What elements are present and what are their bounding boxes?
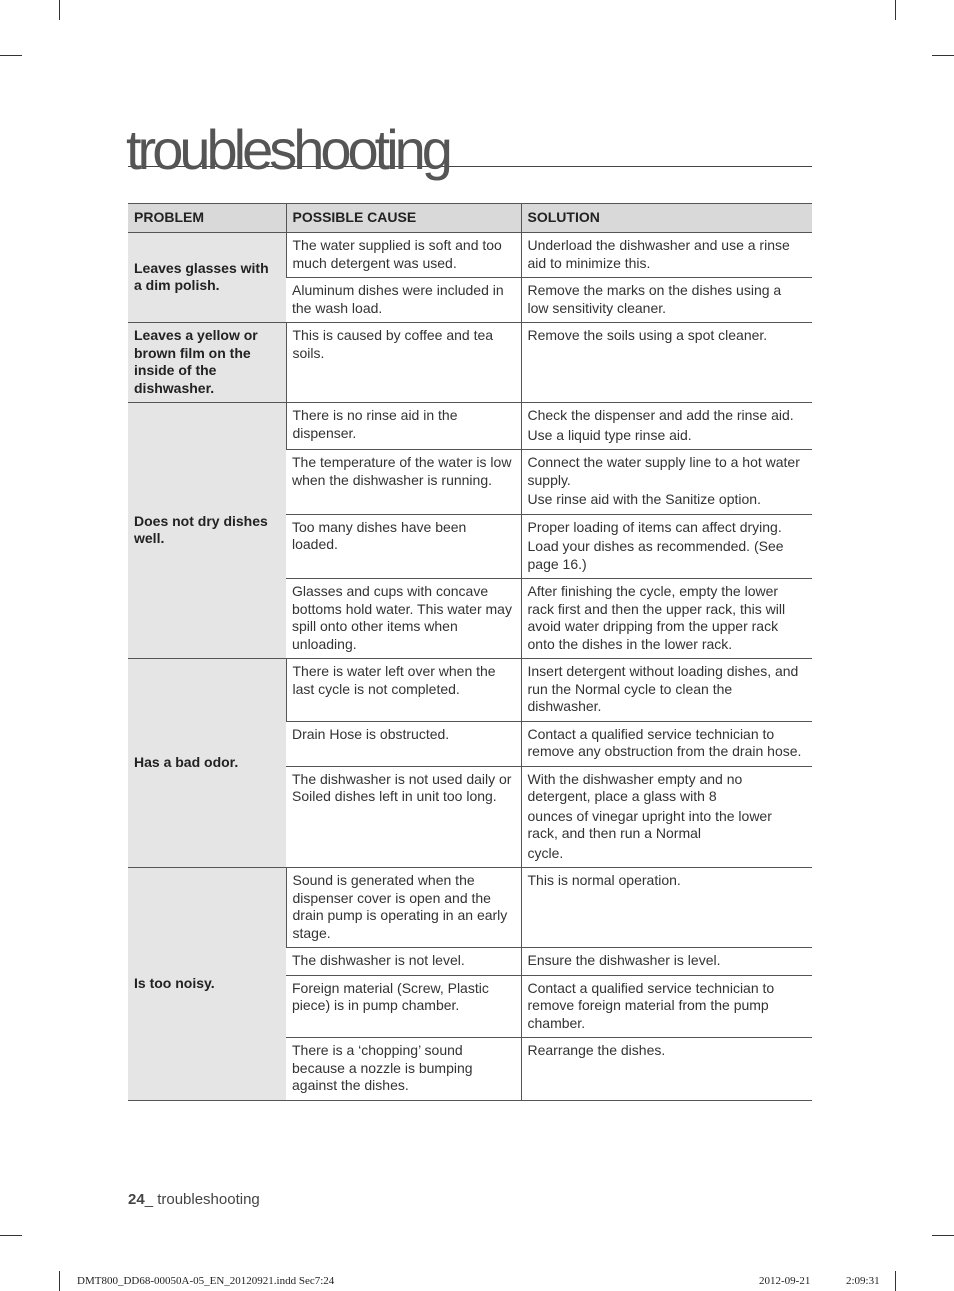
problem-cell: Leaves a yellow or brown film on the inside of the dishwasher. [128,323,286,403]
cause-cell: Too many dishes have been loaded. [286,514,521,579]
solution-line: Insert detergent without loading dishes, and run the Normal cycle to clean the dishwasher. [527,663,799,714]
cause-cell: There is a ‘chopping’ sound because a nozzle is bumping against the dishes. [286,1038,521,1101]
cause-cell: There is water left over when the last cycle is not completed. [286,659,521,722]
crop-mark [0,1235,22,1236]
cause-cell: This is caused by coffee and tea soils. [286,323,521,403]
crop-mark [0,55,22,56]
solution-cell [521,450,812,515]
problem-cell: Leaves glasses with a dim polish. [128,233,286,323]
solution-line: ounces of vinegar upright into the lower rack, and then run a Normal [527,807,772,841]
cause-cell: There is no rinse aid in the dispenser. [286,403,521,450]
problem-cell: Is too noisy. [128,868,286,1101]
crop-mark [59,0,60,20]
crop-mark [895,1271,896,1291]
solution-cell [521,975,812,1038]
cause-cell: Sound is generated when the dispenser cover is open and the drain pump is operating in an early stage. [286,868,521,948]
table-header-row [128,204,812,233]
crop-mark [932,1235,954,1236]
solution-line: Use a liquid type rinse aid. [527,426,692,443]
solution-line: Connect the water supply line to a hot water supply. [527,454,800,488]
page-footer [128,1191,260,1208]
solution-line: Remove the soils using a spot cleaner. [527,327,768,343]
solution-line: Underload the dishwasher and use a rinse aid to minimize this. [527,237,790,271]
print-slug-time: 2:09:31 [846,1275,880,1287]
solution-line: Contact a qualified service technician to remove foreign material from the pump chamber. [527,979,775,1031]
page-number: 24 [128,1191,145,1208]
solution-line: With the dishwasher empty and no detergent, place a glass with 8 [527,770,743,804]
table-row [128,403,812,450]
solution-line: Load your dishes as recommended. (See page 16.) [527,538,784,572]
table-row [128,323,812,403]
header-possible-cause: POSSIBLE CAUSE [286,204,521,233]
solution-cell [521,766,812,868]
solution-line: Use rinse aid with the Sanitize option. [527,491,761,507]
crop-mark [895,0,896,20]
solution-line: Rearrange the dishes. [527,1042,666,1058]
solution-line: Check the dispenser and add the rinse aid. [527,407,794,423]
solution-cell [521,868,812,948]
table-body [128,233,812,1101]
solution-cell [521,403,812,450]
solution-line: Ensure the dishwasher is level. [527,952,721,968]
print-slug-date: 2012-09-21 [759,1275,811,1287]
solution-cell [521,579,812,659]
solution-cell [521,233,812,278]
problem-cell: Does not dry dishes well. [128,403,286,659]
header-problem: PROBLEM [128,204,286,233]
solution-cell [521,278,812,323]
solution-line: Remove the marks on the dishes using a low sensitivity cleaner. [527,282,782,316]
troubleshooting-table [128,203,812,1101]
cause-cell: Glasses and cups with concave bottoms hold water. This water may spill onto other items when unloading. [286,579,521,659]
crop-mark [59,1271,60,1291]
solution-line: Contact a qualified service technician to remove any obstruction from the drain hose. [527,725,802,759]
cause-cell: Foreign material (Screw, Plastic piece) is in pump chamber. [286,975,521,1038]
table-row [128,868,812,948]
footer-section: _ troubleshooting [144,1191,260,1208]
cause-cell: Drain Hose is obstructed. [286,721,521,766]
table-row [128,233,812,278]
header-solution: SOLUTION [521,204,812,233]
table-row [128,659,812,722]
solution-cell [521,1038,812,1101]
solution-line: cycle. [527,844,564,861]
crop-mark [932,55,954,56]
solution-line: This is normal operation. [527,872,681,888]
cause-cell: The temperature of the water is low when the dishwasher is running. [286,450,521,515]
solution-line: Proper loading of items can affect drying. [527,518,782,535]
cause-cell: The dishwasher is not level. [286,948,521,976]
cause-cell: The water supplied is soft and too much detergent was used. [286,233,521,278]
solution-cell [521,948,812,976]
solution-cell [521,659,812,722]
solution-cell [521,514,812,579]
page-title: troubleshooting [126,118,449,181]
title-rule [126,100,812,181]
print-slug-file: DMT800_DD68-00050A-05_EN_20120921.indd Sec7:24 [77,1275,335,1287]
cause-cell: Aluminum dishes were included in the wash load. [286,278,521,323]
solution-cell [521,721,812,766]
cause-cell: The dishwasher is not used daily or Soiled dishes left in unit too long. [286,766,521,868]
problem-cell: Has a bad odor. [128,659,286,868]
solution-line: After finishing the cycle, empty the lower rack first and then the upper rack, this will avoid water dripping from the upper rack onto the dishes in the lower rack. [527,583,786,652]
solution-cell [521,323,812,403]
